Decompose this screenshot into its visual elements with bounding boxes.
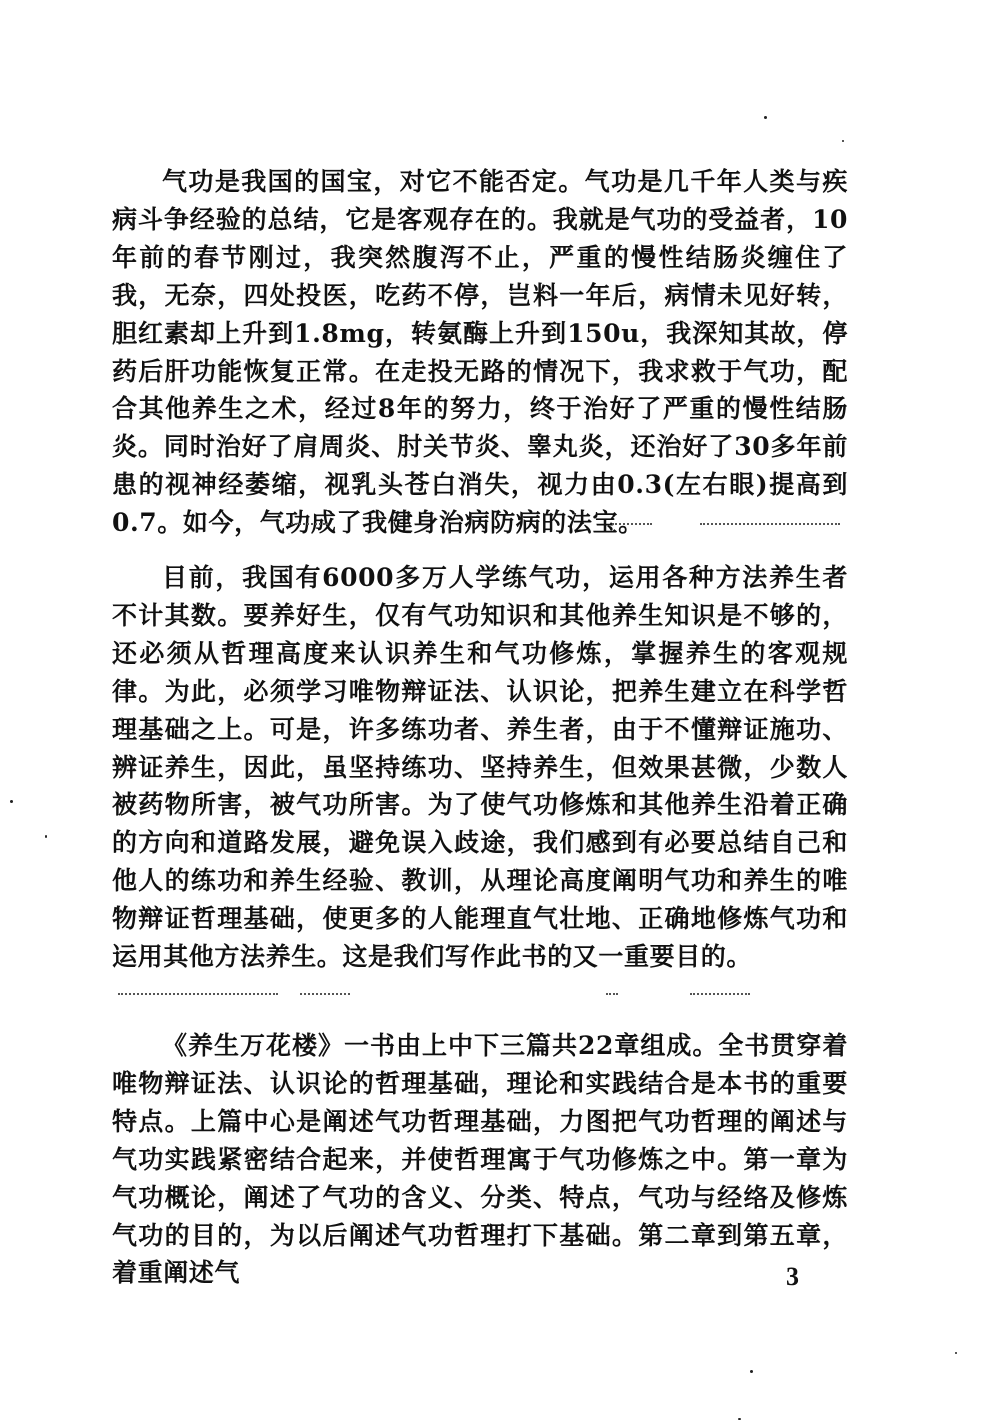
scan-speck [45, 835, 47, 838]
scan-speck [750, 1370, 753, 1373]
scan-speck [842, 140, 844, 142]
scan-speck [10, 800, 13, 803]
scan-speck [955, 1352, 957, 1354]
scan-dot-row [606, 993, 618, 997]
paragraph-purpose-of-book: 目前，我国有6000多万人学练气功，运用各种方法养生者不计其数。要养好生，仅有气功知识和其他养生知识是不够的，还必须从哲理高度来认识养生和气功修炼，掌握养生的客观规律。为此，必须学习唯物辩证法、认识论，把养生建立在科学哲理基础之上。可是，许多练功者、养生者，由于不懂辩证施功、辨证养生，因此，虽坚持练功、坚持养生，但效果甚微，少数人被药物所害，被气功所害。为了使气功修炼和其他养生沿着正确的方向和道路发展，避免误入歧途，我们感到有必要总结自己和他人的练功和养生经验、教训，从理论高度阐明气功和养生的唯物辩证哲理基础，使更多的人能理直气壮地、正确地修炼气功和运用其他方法养生。这是我们写作此书的又一重要目的。 [112, 563, 848, 972]
scan-dot-row [612, 523, 652, 527]
scan-dot-row [690, 993, 750, 997]
paragraph-book-structure: 《养生万花楼》一书由上中下三篇共22章组成。全书贯穿着唯物辩证法、认识论的哲理基础，理论和实践结合是本书的重要特点。上篇中心是阐述气功哲理基础，力图把气功哲理的阐述与气功实践紧密结合起来，并使哲理寓于气功修炼之中。第一章为气功概论，阐述了气功的含义、分类、特点，气功与经络及修炼气功的目的，为以后阐述气功哲理打下基础。第二章到第五章，着重阐述气 [112, 1031, 848, 1288]
scan-speck [764, 116, 767, 119]
scan-dot-row [700, 523, 840, 527]
scan-speck [738, 1418, 741, 1420]
scan-dot-row [288, 523, 328, 527]
page-number: 3 [786, 1262, 799, 1291]
scan-dot-row [300, 993, 350, 997]
paragraph-qigong-national-treasure: 气功是我国的国宝，对它不能否定。气功是几千年人类与疾病斗争经验的总结，它是客观存在的。我就是气功的受益者，10年前的春节刚过，我突然腹泻不止，严重的慢性结肠炎缠住了我，无奈，四处投医，吃药不停，岂料一年后，病情未见好转，胆红素却上升到1.8mg，转氨酶上升到150u，我深知其故，停药后肝功能恢复正常。在走投无路的情况下，我求救于气功，配合其他养生之术，经过8年的努力，终于治好了严重的慢性结肠炎。同时治好了肩周炎、肘关节炎、睾丸炎，还治好了30多年前患的视神经萎缩，视乳头苍白消失，视力由0.3(左右眼)提高到0.7。如今，气功成了我健身治病防病的法宝。 [112, 167, 848, 538]
scan-dot-row [118, 993, 278, 997]
